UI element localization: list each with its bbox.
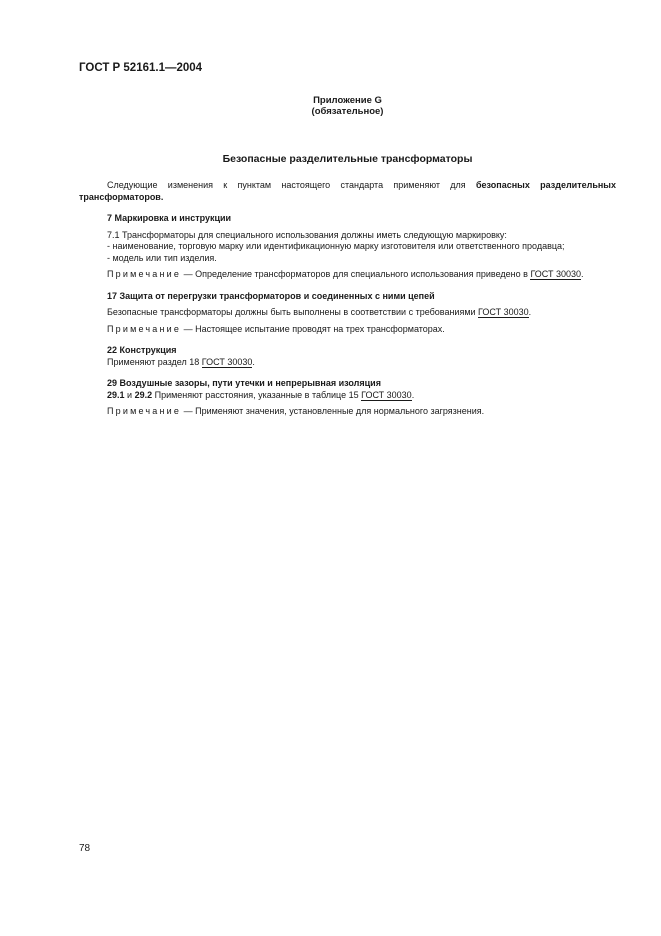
- gost-reference-link[interactable]: ГОСТ 30030: [361, 389, 412, 400]
- note-label: Примечание: [107, 269, 182, 279]
- section-7-list-item: - наименование, торговую марку или идентификационную марку изготовителя или ответственного продавца;: [107, 241, 565, 251]
- document-title: Безопасные разделительные трансформаторы: [222, 153, 473, 165]
- section-29-heading: 29 Воздушные зазоры, пути утечки и непрерывная изоляция: [107, 378, 381, 388]
- page-number: 78: [79, 843, 91, 854]
- section-7-1-text: 7.1 Трансформаторы для специального использования должны иметь следующую маркировку:: [107, 229, 507, 240]
- section-29-text: 29.1 и 29.2 Применяют расстояния, указанные в таблице 15 ГОСТ 30030.: [107, 389, 415, 400]
- section-29-note: Примечание — Применяют значения, установленные для нормального загрязнения.: [107, 406, 485, 416]
- section-7-list-item: - модель или тип изделия.: [107, 252, 217, 263]
- note-label: Примечание: [107, 406, 182, 416]
- section-17-text: Безопасные трансформаторы должны быть выполнены в соответствии с требованиями ГОСТ 30030.: [107, 307, 532, 317]
- intro-bold-term: безопасных разделительных трансформаторов: [79, 180, 616, 202]
- intro-paragraph: Следующие изменения к пунктам настоящего стандарта применяют для безопасных разделительных трансформаторов.: [79, 180, 616, 202]
- note-label: Примечание: [107, 323, 182, 334]
- section-17-heading: 17 Защита от перегрузки трансформаторов и соединенных с ними цепей: [107, 290, 435, 301]
- annex-title: Приложение G: [313, 95, 382, 106]
- document-body: [79, 180, 616, 418]
- section-22-text: Применяют раздел 18 ГОСТ 30030.: [107, 356, 255, 367]
- section-7-heading: 7 Маркировка и инструкции: [107, 213, 232, 223]
- section-17-note: Примечание — Настоящее испытание проводят на трех трансформаторах.: [107, 323, 445, 334]
- gost-reference-link[interactable]: ГОСТ 30030: [530, 269, 582, 279]
- section-22-heading: 22 Конструкция: [107, 345, 177, 355]
- document-header-number: ГОСТ Р 52161.1—2004: [79, 62, 203, 74]
- gost-reference-link[interactable]: ГОСТ 30030: [201, 356, 253, 367]
- gost-reference-link[interactable]: ГОСТ 30030: [478, 307, 529, 317]
- annex-subtitle: (обязательное): [311, 106, 384, 117]
- section-7-note: Примечание — Определение трансформаторов для специального использования приведено в ГОСТ 30030.: [107, 269, 584, 279]
